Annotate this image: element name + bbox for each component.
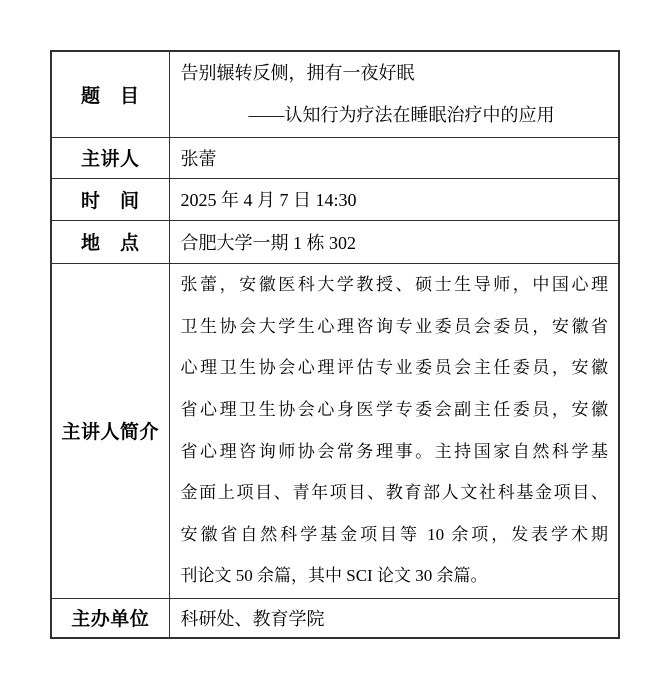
title-line-1: 告别辗转反侧，拥有一夜好眠 [180,63,415,84]
bio-label: 主讲人简介 [51,263,169,598]
bio-line: 心理卫生协会心理评估专业委员会主任委员，安徽 [180,358,608,378]
table-row-title [51,51,619,137]
organizer-value: 科研处、教育学院 [169,598,619,638]
lecture-info-table [50,50,620,639]
bio-line: 安徽省自然科学基金项目等 10 余项，发表学术期 [180,524,608,544]
speaker-label: 主讲人 [51,137,169,178]
time-value: 2025 年 4 月 7 日 14:30 [169,178,619,220]
bio-line: 卫生协会大学生心理咨询专业委员会委员，安徽省 [180,316,608,336]
bio-line: 金面上项目、青年项目、教育部人文社科基金项目、 [180,483,608,503]
bio-line: 省心理卫生协会心身医学专委会副主任委员，安徽 [180,399,608,419]
bio-line: 刊论文 50 余篇，其中 SCI 论文 30 余篇。 [180,566,488,586]
time-label: 时 间 [51,178,169,220]
organizer-label: 主办单位 [51,598,169,638]
title-label: 题 目 [51,51,169,137]
location-label: 地 点 [51,220,169,263]
table-row-organizer [51,598,619,638]
title-content-cell [169,51,619,137]
bio-content-cell [169,263,619,598]
speaker-value: 张蕾 [169,137,619,178]
table-row-time [51,178,619,220]
title-line-2: ——认知行为疗法在睡眠治疗中的应用 [248,105,555,126]
table-row-bio [51,263,619,598]
bio-line: 张蕾，安徽医科大学教授、硕士生导师，中国心理 [180,275,608,295]
bio-line: 省心理咨询师协会常务理事。主持国家自然科学基 [180,441,608,461]
table-row-location [51,220,619,263]
table-row-speaker [51,137,619,178]
location-value: 合肥大学一期 1 栋 302 [169,220,619,263]
